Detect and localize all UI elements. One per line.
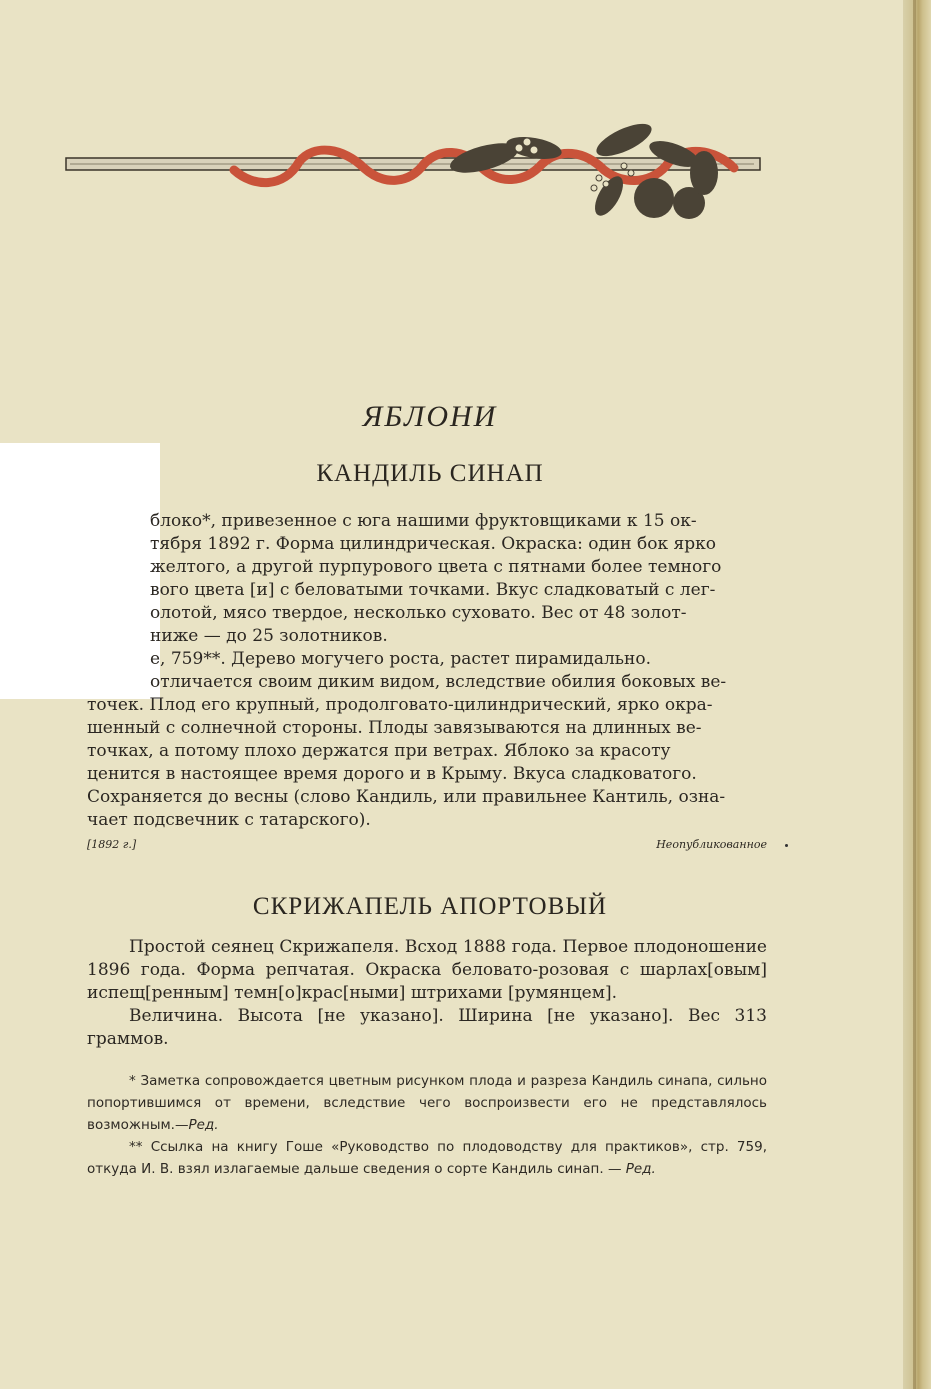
stray-dot: [785, 844, 788, 847]
article1-line-9: точек. Плод его крупный, продолговато-цилиндрический, ярко окра-: [87, 695, 713, 715]
article2-paragraph-2: [87, 1005, 767, 1051]
footnote-1: [87, 1070, 767, 1136]
footnote-2-editor: Ред.: [625, 1161, 656, 1177]
article1-line-2: тября 1892 г. Форма цилиндрическая. Окраска: один бок ярко: [150, 534, 716, 554]
article1-line-5: олотой, мясо твердое, несколько суховато. Вес от 48 золот-: [150, 603, 687, 623]
fruit-ornament-icon: [64, 118, 764, 238]
page-edge: [903, 0, 931, 1389]
article1-line-13: Сохраняется до весны (слово Кандиль, или правильнее Кантиль, озна-: [87, 787, 726, 807]
article1-line-1: блоко*, привезенное с юга нашими фруктовщиками к 15 ок-: [150, 511, 697, 531]
article1-line-4: вого цвета [и] с беловатыми точками. Вкус сладковатый с лег-: [150, 580, 716, 600]
footnote-1-text: * Заметка сопровождается цветным рисунком плода и разреза Кандиль синапа, сильно попортившимся от времени, вследствие чего воспроизвести его не представлялось возможным.—: [87, 1073, 767, 1133]
article1-line-7: е, 759**. Дерево могучего роста, растет пирамидально.: [150, 649, 652, 669]
article1-line-14: чает подсвечник с татарского).: [87, 810, 371, 830]
footnote-1-editor: Ред.: [188, 1117, 219, 1133]
article2-paragraph-1-text: Простой сеянец Скрижапеля. Всход 1888 года. Первое плодоношение 1896 года. Форма репчатая. Окраска беловато-розовая с шарлах[овым] испещ[ренным] темн[о]крас[ными] штрихами [румянцем].: [87, 937, 767, 1003]
article1-date: [1892 г.]: [87, 838, 137, 851]
footnote-2: [87, 1136, 767, 1180]
article1-line-8: отличается своим диким видом, вследствие обилия боковых ве-: [150, 672, 727, 692]
article1-line-6: ниже — до 25 золотников.: [150, 626, 388, 646]
article1-line-12: ценится в настоящее время дорого и в Крыму. Вкуса сладковатого.: [87, 764, 697, 784]
article1-line-3: желтого, а другой пурпурового цвета с пятнами более темного: [150, 557, 722, 577]
article1-status: Неопубликованное: [656, 838, 767, 851]
section-title: ЯБЛОНИ: [362, 400, 498, 433]
article1-line-11: точках, а потому плохо держатся при ветрах. Яблоко за красоту: [87, 741, 671, 761]
footnote-2-text: ** Ссылка на книгу Гоше «Руководство по плодоводству для практиков», стр. 759, откуда И. В. взял излагаемые дальше сведения о сорте Кандиль синап. —: [87, 1139, 767, 1177]
article1-line-10: шенный с солнечной стороны. Плоды завязываются на длинных ве-: [87, 718, 702, 738]
article2-paragraph-1: [87, 936, 767, 1005]
article2-title: СКРИЖАПЕЛЬ АПОРТОВЫЙ: [252, 893, 608, 920]
article1-title: КАНДИЛЬ СИНАП: [316, 460, 544, 487]
article2-paragraph-2-text: Величина. Высота [не указано]. Ширина [не указано]. Вес 313 граммов.: [87, 1006, 767, 1049]
